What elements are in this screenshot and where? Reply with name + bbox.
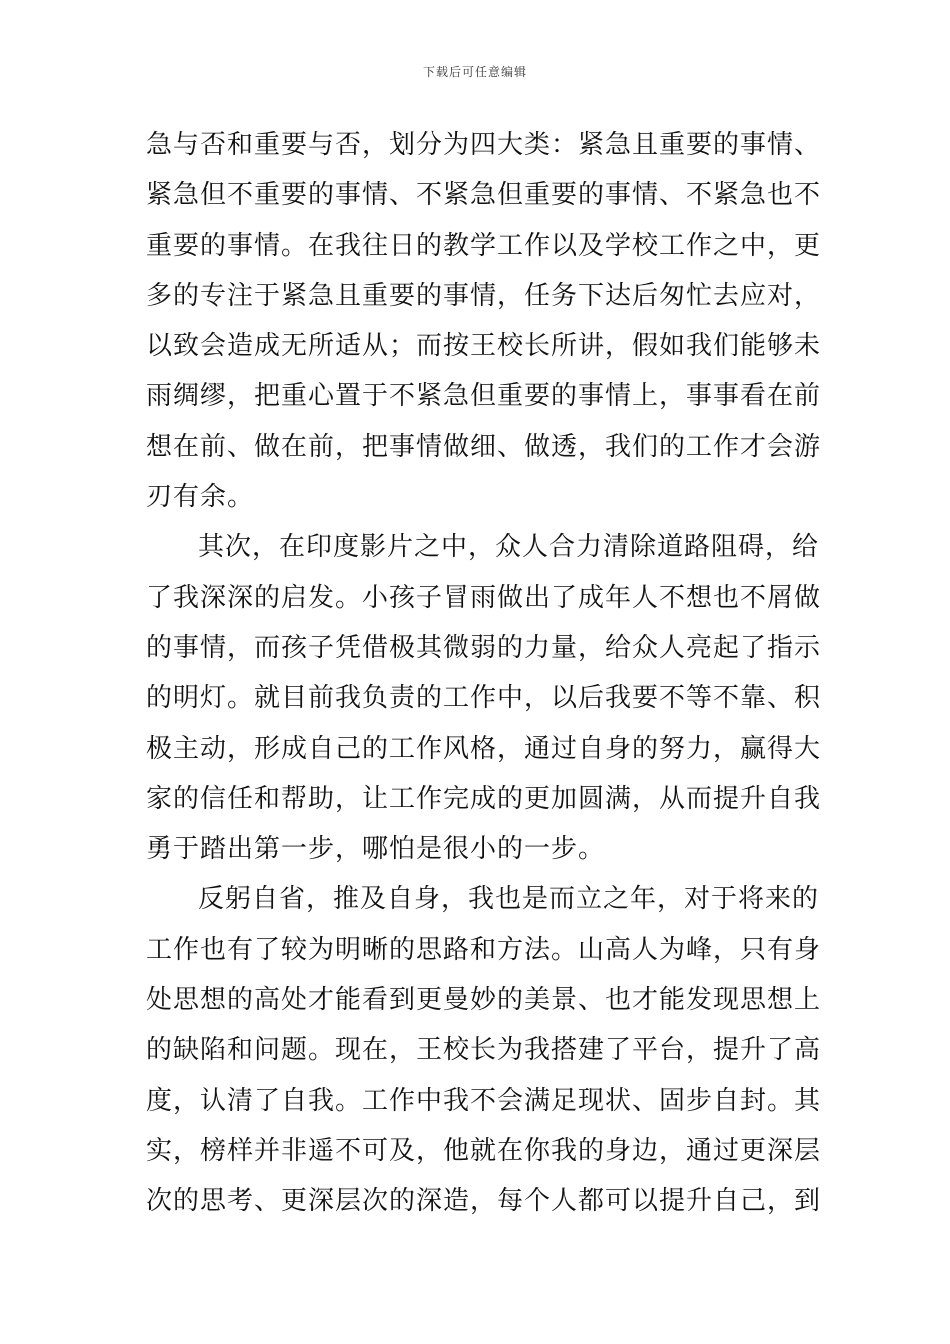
paragraph-line: 的缺陷和问题。现在，王校长为我搭建了平台，提升了高 — [146, 1035, 822, 1066]
paragraph-line: 实，榜样并非遥不可及，他就在你我的身边，通过更深层 — [146, 1135, 822, 1166]
paragraph-line: 其次，在印度影片之中，众人合力清除道路阻碍，给 — [198, 532, 820, 563]
paragraph-line: 反躬自省，推及自身，我也是而立之年，对于将来的 — [198, 884, 820, 915]
page-header: 下载后可任意编辑 — [422, 65, 527, 79]
paragraph-line: 想在前、做在前，把事情做细、做透，我们的工作才会游 — [146, 431, 822, 462]
paragraph-line: 家的信任和帮助，让工作完成的更加圆满，从而提升自我 — [146, 783, 822, 814]
paragraph-line: 多的专注于紧急且重要的事情，任务下达后匆忙去应对， — [146, 280, 822, 311]
paragraph-line: 重要的事情。在我往日的教学工作以及学校工作之中，更 — [146, 230, 822, 261]
paragraph-line: 勇于踏出第一步，哪怕是很小的一步。 — [146, 834, 606, 865]
paragraph-2 — [146, 528, 822, 880]
paragraph-line: 极主动，形成自己的工作风格，通过自身的努力，赢得大 — [146, 733, 822, 764]
document-body — [146, 126, 822, 1233]
paragraph-line: 处思想的高处才能看到更曼妙的美景、也才能发现思想上 — [146, 985, 822, 1016]
paragraph-line: 次的思考、更深层次的深造，每个人都可以提升自己，到 — [146, 1186, 822, 1217]
paragraph-line: 雨绸缪，把重心置于不紧急但重要的事情上，事事看在前 — [146, 381, 822, 412]
paragraph-line: 了我深深的启发。小孩子冒雨做出了成年人不想也不屑做 — [146, 582, 822, 613]
paragraph-line: 工作也有了较为明晰的思路和方法。山高人为峰，只有身 — [146, 934, 822, 965]
paragraph-3 — [146, 880, 822, 1232]
paragraph-line: 的事情，而孩子凭借极其微弱的力量，给众人亮起了指示 — [146, 632, 822, 663]
paragraph-line: 紧急但不重要的事情、不紧急但重要的事情、不紧急也不 — [146, 180, 822, 211]
paragraph-line: 以致会造成无所适从；而按王校长所讲，假如我们能够未 — [146, 331, 822, 362]
paragraph-line: 的明灯。就目前我负责的工作中，以后我要不等不靠、积 — [146, 683, 822, 714]
paragraph-line: 刃有余。 — [146, 482, 255, 513]
paragraph-line: 急与否和重要与否，划分为四大类：紧急且重要的事情、 — [146, 130, 822, 160]
paragraph-1 — [146, 126, 822, 528]
paragraph-line: 度，认清了自我。工作中我不会满足现状、固步自封。其 — [146, 1085, 822, 1116]
